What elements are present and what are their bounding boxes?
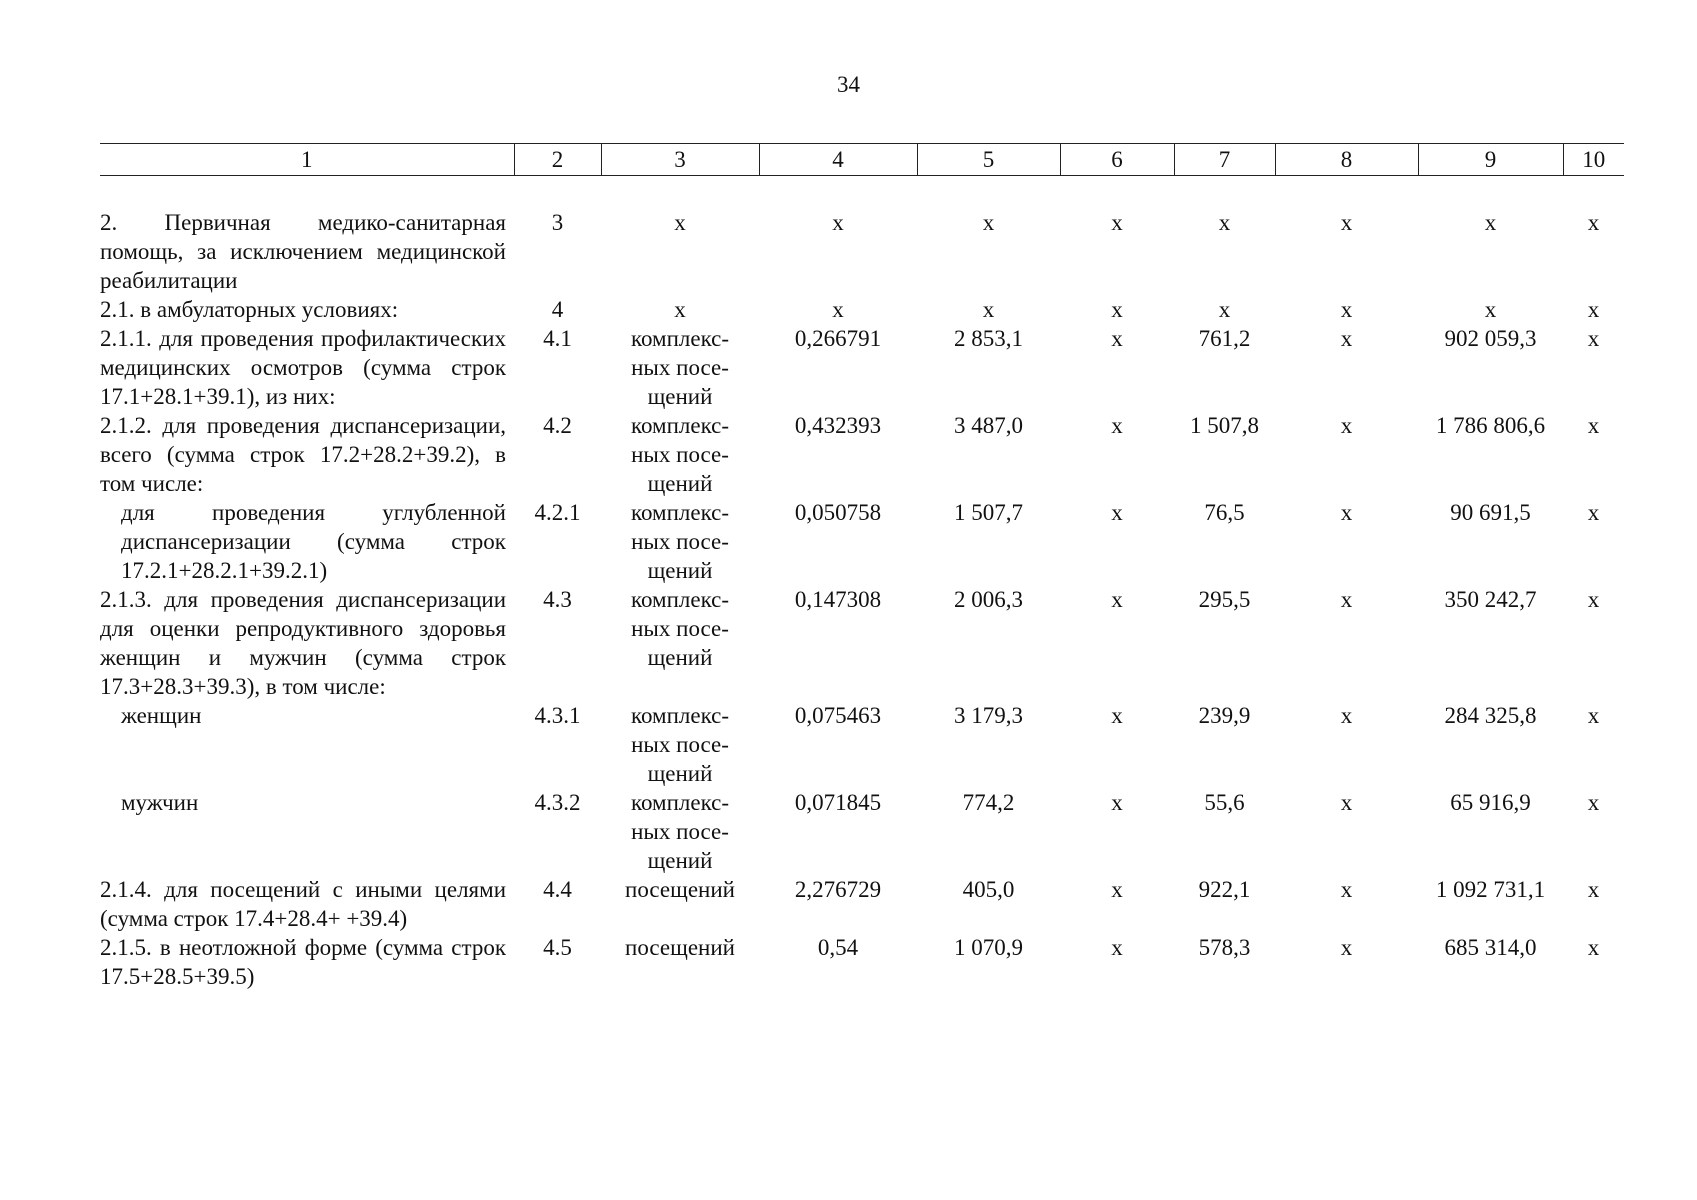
cell-col5: 2 006,3 (954, 587, 1023, 612)
cell-col5: х (982, 210, 995, 235)
row-code: 4.3 (543, 587, 572, 612)
page-number: 34 (837, 72, 860, 97)
cell-col6: х (1111, 587, 1123, 612)
cell-col5: 2 853,1 (954, 326, 1023, 351)
column-header: 10 (1563, 144, 1624, 176)
cell-col6: х (1111, 935, 1123, 960)
cell-col8: х (1340, 703, 1353, 728)
cell-col10: х (1587, 326, 1600, 351)
column-header: 9 (1418, 144, 1563, 176)
cell-col6: х (1111, 790, 1123, 815)
unit-of-measure: х (674, 297, 686, 322)
column-header: 1 (100, 144, 514, 176)
cell-col4: х (832, 210, 844, 235)
row-code: 4 (551, 297, 564, 322)
column-header: 7 (1174, 144, 1275, 176)
column-number-header-row (100, 144, 1624, 176)
column-header: 5 (917, 144, 1060, 176)
cell-col6: х (1111, 297, 1123, 322)
cell-col10: х (1587, 297, 1600, 322)
cell-col4: 0,266791 (794, 326, 882, 351)
row-label: 2.1. в амбулаторных условиях: (100, 297, 399, 322)
table-row (100, 701, 1624, 788)
spacer-row (100, 176, 1624, 209)
cell-col7: 761,2 (1198, 326, 1251, 351)
cell-col8: х (1340, 413, 1353, 438)
cell-col10: х (1587, 500, 1600, 525)
table-row (100, 324, 1624, 411)
cell-col6: х (1111, 210, 1123, 235)
cell-col7: 578,3 (1198, 935, 1251, 960)
cell-col9: 350 242,7 (1444, 587, 1537, 612)
cell-col7: 295,5 (1198, 587, 1251, 612)
cell-col7: 1 507,8 (1190, 413, 1259, 438)
cell-col4: 0,432393 (794, 413, 882, 438)
cell-col5: 1 070,9 (954, 935, 1023, 960)
table-row (100, 295, 1624, 324)
cell-col4: 0,050758 (794, 500, 882, 525)
cell-col8: х (1340, 790, 1353, 815)
cell-col8: х (1340, 500, 1353, 525)
cell-col9: х (1484, 297, 1497, 322)
cell-col9: 1 092 731,1 (1435, 877, 1546, 902)
cell-col5: 3 487,0 (954, 413, 1023, 438)
row-code: 4.2.1 (534, 500, 581, 525)
unit-of-measure: комплекс- ных посе- щений (630, 587, 730, 670)
cell-col7: 76,5 (1204, 500, 1245, 525)
row-label: женщин (121, 703, 202, 728)
column-header: 8 (1275, 144, 1418, 176)
cell-col7: 922,1 (1198, 877, 1251, 902)
unit-of-measure: х (674, 210, 686, 235)
row-code: 4.5 (543, 935, 572, 960)
cell-col4: 0,54 (817, 935, 859, 960)
indicators-table (100, 143, 1624, 991)
cell-col8: х (1340, 877, 1353, 902)
cell-col6: х (1111, 413, 1123, 438)
cell-col9: 902 059,3 (1444, 326, 1537, 351)
cell-col10: х (1587, 413, 1600, 438)
cell-col8: х (1340, 210, 1353, 235)
unit-of-measure: комплекс- ных посе- щений (630, 790, 730, 873)
cell-col4: 0,075463 (794, 703, 882, 728)
cell-col9: 90 691,5 (1450, 500, 1531, 525)
row-code: 4.4 (543, 877, 572, 902)
column-header: 3 (601, 144, 759, 176)
cell-col8: х (1340, 935, 1353, 960)
table-row (100, 498, 1624, 585)
cell-col10: х (1587, 790, 1600, 815)
column-header: 4 (759, 144, 917, 176)
cell-col5: 405,0 (962, 877, 1015, 902)
row-label: 2.1.2. для проведения диспансеризации, всего (сумма строк 17.2+28.2+39.2), в том числе: (100, 413, 506, 496)
cell-col7: 55,6 (1204, 790, 1245, 815)
cell-col6: х (1111, 703, 1123, 728)
cell-col9: 685 314,0 (1444, 935, 1537, 960)
cell-col9: х (1484, 210, 1497, 235)
cell-col7: 239,9 (1198, 703, 1251, 728)
table-row (100, 933, 1624, 991)
column-header: 6 (1060, 144, 1174, 176)
row-code: 4.3.1 (534, 703, 581, 728)
unit-of-measure: комплекс- ных посе- щений (630, 703, 730, 786)
table-row (100, 208, 1624, 295)
cell-col9: 65 916,9 (1450, 790, 1531, 815)
cell-col7: х (1218, 210, 1231, 235)
column-header: 2 (514, 144, 601, 176)
table-row (100, 411, 1624, 498)
cell-col10: х (1587, 587, 1600, 612)
cell-col5: х (982, 297, 995, 322)
row-label: для проведения углубленной диспансеризации (сумма строк 17.2.1+28.2.1+39.2.1) (121, 500, 506, 583)
row-code: 4.1 (543, 326, 572, 351)
table-row (100, 788, 1624, 875)
cell-col4: х (832, 297, 844, 322)
row-label: 2.1.4. для посещений с иными целями (сумма строк 17.4+28.4+ +39.4) (100, 877, 506, 931)
cell-col8: х (1340, 587, 1353, 612)
row-label: 2.1.5. в неотложной форме (сумма строк 17.5+28.5+39.5) (100, 935, 506, 989)
unit-of-measure: комплекс- ных посе- щений (630, 326, 730, 409)
cell-col5: 1 507,7 (954, 500, 1023, 525)
cell-col9: 284 325,8 (1444, 703, 1537, 728)
cell-col5: 3 179,3 (954, 703, 1023, 728)
row-label: 2.1.3. для проведения диспансеризации для оценки репродуктивного здоровья женщин и мужчин (сумма строк 17.3+28.3+39.3), в том числе: (100, 587, 506, 699)
unit-of-measure: комплекс- ных посе- щений (630, 413, 730, 496)
cell-col10: х (1587, 703, 1600, 728)
unit-of-measure: комплекс- ных посе- щений (630, 500, 730, 583)
table-row (100, 585, 1624, 701)
unit-of-measure: посещений (625, 877, 735, 902)
cell-col9: 1 786 806,6 (1435, 413, 1546, 438)
cell-col10: х (1587, 935, 1600, 960)
cell-col4: 2,276729 (794, 877, 882, 902)
cell-col10: х (1587, 877, 1600, 902)
row-label: 2. Первичная медико-санитарная помощь, за исключением медицинской реабилитации (100, 210, 506, 293)
row-code: 4.2 (543, 413, 572, 438)
cell-col4: 0,071845 (794, 790, 882, 815)
cell-col6: х (1111, 877, 1123, 902)
row-label: 2.1.1. для проведения профилактических медицинских осмотров (сумма строк 17.1+28.1+39.1), из них: (100, 326, 506, 409)
unit-of-measure: посещений (625, 935, 735, 960)
row-label: мужчин (121, 790, 199, 815)
cell-col5: 774,2 (962, 790, 1015, 815)
cell-col10: х (1587, 210, 1600, 235)
cell-col6: х (1111, 500, 1123, 525)
row-code: 3 (551, 210, 564, 235)
table-row (100, 875, 1624, 933)
row-code: 4.3.2 (534, 790, 581, 815)
cell-col6: х (1111, 326, 1123, 351)
cell-col7: х (1218, 297, 1231, 322)
cell-col8: х (1340, 297, 1353, 322)
cell-col4: 0,147308 (794, 587, 882, 612)
cell-col8: х (1340, 326, 1353, 351)
